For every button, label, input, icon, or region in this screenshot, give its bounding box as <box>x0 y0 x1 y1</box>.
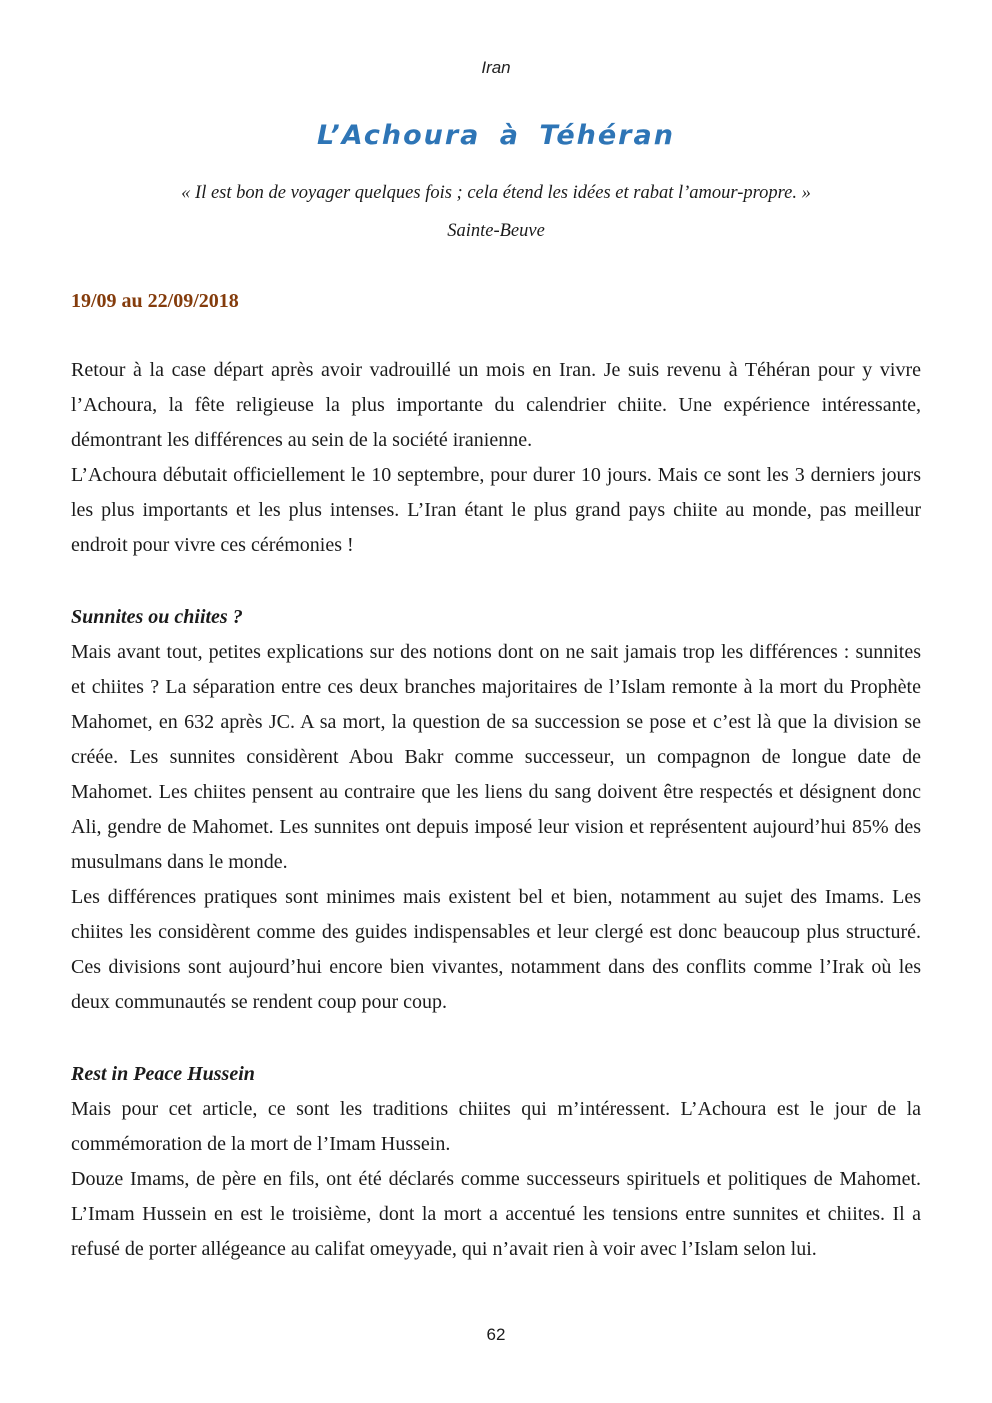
article-title: L’Achoura à Téhéran <box>317 120 675 151</box>
paragraph-differences-pratiques: Les différences pratiques sont minimes mais existent bel et bien, notamment au sujet des Imams. Les chiites les considèrent comme des guides indispensables et leur clergé est donc beaucoup plus structuré. Ces divisions sont aujourd’hui encore bien vivantes, notamment dans des conflits comme l’Irak où les deux communautés se rendent coup pour coup. <box>71 886 921 1013</box>
paragraph-traditions-chiites: Mais pour cet article, ce sont les traditions chiites qui m’intéressent. L’Achoura est le jour de la commémoration de la mort de l’Imam Hussein. <box>71 1098 921 1155</box>
epigraph-quote: « Il est bon de voyager quelques fois ; cela étend les idées et rabat l’amour-propre. » <box>181 183 811 203</box>
paragraph-intro: Retour à la case départ après avoir vadrouillé un mois en Iran. Je suis revenu à Téhéran pour y vivre l’Achoura, la fête religieuse la plus importante du calendrier chiite. Une expérience intéressante, démontrant les différences au sein de la société iranienne. <box>71 359 921 451</box>
section-heading-rest-in-peace-hussein: Rest in Peace Hussein <box>71 1063 255 1085</box>
epigraph-author: Sainte-Beuve <box>447 221 545 241</box>
paragraph-achoura-dates: L’Achoura débutait officiellement le 10 septembre, pour durer 10 jours. Mais ce sont les 3 derniers jours les plus importants et les plus intenses. L’Iran étant le plus grand pays chiite au monde, pas meilleur endroit pour vivre ces cérémonies ! <box>71 464 921 556</box>
paragraph-douze-imams: Douze Imams, de père en fils, ont été déclarés comme successeurs spirituels et politiques de Mahomet. L’Imam Hussein en est le troisième, dont la mort a accentué les tensions entre sunnites et chiites. Il a refusé de porter allégeance au califat omeyyade, qui n’avait rien à voir avec l’Islam selon lui. <box>71 1168 921 1260</box>
running-header: Iran <box>481 58 511 77</box>
section-heading-sunnites-chiites: Sunnites ou chiites ? <box>71 606 243 628</box>
article-body <box>0 353 992 1267</box>
page-number: 62 <box>486 1325 506 1344</box>
paragraph-separation-islam: Mais avant tout, petites explications sur des notions dont on ne sait jamais trop les différences : sunnites et chiites ? La séparation entre ces deux branches majoritaires de l’Islam remonte à la mort du Prophète Mahomet, en 632 après JC. A sa mort, la question de sa succession se pose et c’est là que la division se créée. Les sunnites considèrent Abou Bakr comme successeur, un compagnon de longue date de Mahomet. Les chiites pensent au contraire que les liens du sang doivent être respectés et désignent donc Ali, gendre de Mahomet. Les sunnites ont depuis imposé leur vision et représentent aujourd’hui 85% des musulmans dans le monde. <box>71 641 921 873</box>
date-range: 19/09 au 22/09/2018 <box>71 290 239 312</box>
